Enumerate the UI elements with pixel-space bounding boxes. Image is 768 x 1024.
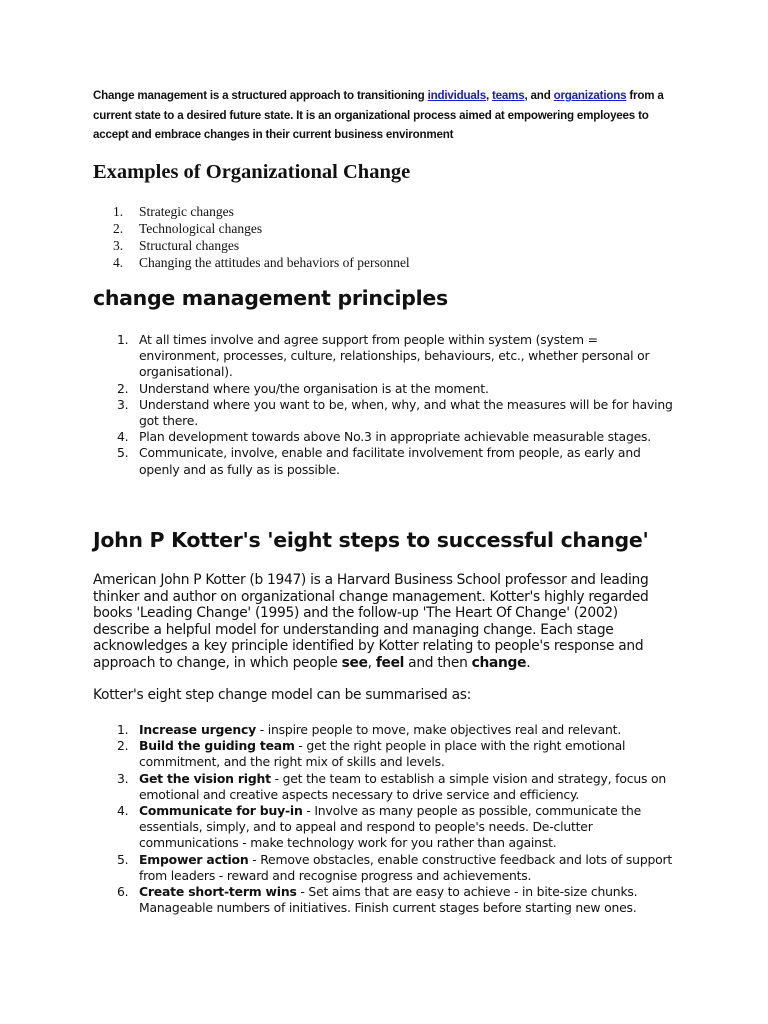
examples-list bbox=[113, 203, 410, 271]
item-title: Create short-term wins bbox=[139, 884, 297, 900]
item-number: 1. bbox=[117, 722, 129, 737]
item-text: At all times involve and agree support from people within system (system = environment, processes, culture, relationships, behaviours, etc., whether personal or organisational). bbox=[139, 332, 650, 380]
list-item bbox=[117, 397, 677, 429]
item-text: Plan development towards above No.3 in appropriate achievable measurable stages. bbox=[139, 429, 652, 445]
list-item bbox=[113, 220, 410, 237]
item-number: 4. bbox=[117, 803, 129, 819]
list-item bbox=[117, 722, 677, 738]
intro-paragraph bbox=[93, 86, 683, 145]
item-number: 2. bbox=[113, 221, 124, 236]
bold-feel: feel bbox=[375, 654, 405, 671]
sep: , and bbox=[524, 89, 554, 102]
item-title: Increase urgency bbox=[139, 722, 256, 737]
list-item bbox=[117, 884, 677, 916]
para-text: American John P Kotter (b 1947) is a Harvard Business School professor and leading thinker and author on organizational change management. Kotter's highly regarded books 'Leading Change' (1995) and the follow-up 'The Heart Of Change' (2002) describe a helpful model for understanding and managing change. Each stage acknowledges a key principle identified by Kotter relating to people's response and approach to change, in which people bbox=[93, 572, 649, 671]
sep: . bbox=[526, 654, 531, 671]
item-desc: - inspire people to move, make objectives real and relevant. bbox=[256, 722, 622, 737]
sep: , bbox=[367, 654, 376, 671]
item-number: 1. bbox=[113, 204, 124, 219]
item-desc: - Set aims that are easy to achieve - in bite-size chunks. Manageable numbers of initiatives. Finish current stages before starting new ones. bbox=[139, 884, 638, 916]
link-teams[interactable]: teams bbox=[492, 89, 525, 102]
link-individuals[interactable]: individuals bbox=[427, 89, 486, 102]
list-item bbox=[117, 332, 677, 381]
item-number: 2. bbox=[117, 738, 129, 754]
kotter-steps-list bbox=[117, 722, 677, 916]
list-item bbox=[117, 852, 677, 884]
principles-list bbox=[117, 332, 677, 478]
bold-see: see bbox=[341, 654, 368, 671]
intro-text: Change management is a structured approach to transitioning bbox=[93, 89, 428, 102]
item-text: Structural changes bbox=[139, 238, 240, 253]
item-number: 4. bbox=[113, 255, 124, 270]
item-desc: - Involve as many people as possible, communicate the essentials, simply, and to appeal and respond to people's needs. De-clutter communications - make technology work for you rather than against. bbox=[139, 803, 642, 851]
list-item bbox=[117, 803, 677, 852]
item-number: 3. bbox=[113, 238, 124, 253]
item-number: 2. bbox=[117, 380, 129, 396]
item-text: Understand where you want to be, when, why, and what the measures will be for having got there. bbox=[139, 396, 673, 429]
item-text: Changing the attitudes and behaviors of personnel bbox=[139, 255, 410, 270]
item-number: 5. bbox=[117, 445, 129, 461]
list-item bbox=[117, 738, 677, 770]
principles-heading: change management principles bbox=[93, 286, 448, 310]
kotter-intro-paragraph bbox=[93, 572, 673, 672]
item-text: Technological changes bbox=[139, 221, 263, 236]
item-text bbox=[139, 803, 677, 852]
item-desc: - Remove obstacles, enable constructive feedback and lots of support from leaders - reward and recognise progress and achievements. bbox=[139, 851, 673, 883]
item-title: Communicate for buy-in bbox=[139, 803, 303, 819]
item-text bbox=[139, 771, 677, 803]
item-number: 1. bbox=[117, 332, 129, 347]
item-number: 4. bbox=[117, 429, 129, 445]
bold-change: change bbox=[471, 654, 527, 671]
item-title: Empower action bbox=[139, 851, 249, 867]
item-text: Communicate, involve, enable and facilitate involvement from people, as early and openly and as fully as is possible. bbox=[139, 445, 641, 477]
item-title: Get the vision right bbox=[139, 770, 271, 786]
item-text bbox=[139, 852, 677, 884]
item-number: 5. bbox=[117, 851, 129, 867]
item-text bbox=[139, 884, 677, 916]
list-item bbox=[117, 381, 677, 397]
item-desc: - get the team to establish a simple vision and strategy, focus on emotional and creative aspects necessary to drive service and efficiency. bbox=[139, 770, 666, 802]
item-text: Understand where you/the organisation is at the moment. bbox=[139, 380, 489, 396]
list-item bbox=[113, 254, 410, 271]
list-item bbox=[117, 771, 677, 803]
intro-text: from a current state to a desired future state. It is an organizational process aimed at empowering employees to accept and embrace changes in their current business environment bbox=[93, 89, 664, 141]
list-item bbox=[117, 429, 677, 445]
list-item bbox=[113, 203, 410, 220]
sep: , bbox=[485, 89, 492, 102]
sep: and then bbox=[404, 654, 472, 671]
item-number: 3. bbox=[117, 770, 129, 786]
kotter-summary-paragraph: Kotter's eight step change model can be summarised as: bbox=[93, 687, 471, 703]
item-text bbox=[139, 738, 677, 770]
list-item bbox=[113, 237, 410, 254]
examples-heading: Examples of Organizational Change bbox=[93, 161, 411, 183]
list-item bbox=[117, 445, 677, 477]
item-number: 6. bbox=[117, 884, 129, 900]
item-desc: - get the right people in place with the right emotional commitment, and the right mix of skills and levels. bbox=[139, 738, 626, 770]
kotter-heading: John P Kotter's 'eight steps to successful change' bbox=[93, 528, 649, 552]
item-number: 3. bbox=[117, 396, 129, 412]
link-organizations[interactable]: organizations bbox=[553, 89, 627, 102]
item-text: Strategic changes bbox=[139, 204, 234, 219]
item-title: Build the guiding team bbox=[139, 738, 295, 754]
item-text bbox=[139, 722, 621, 738]
